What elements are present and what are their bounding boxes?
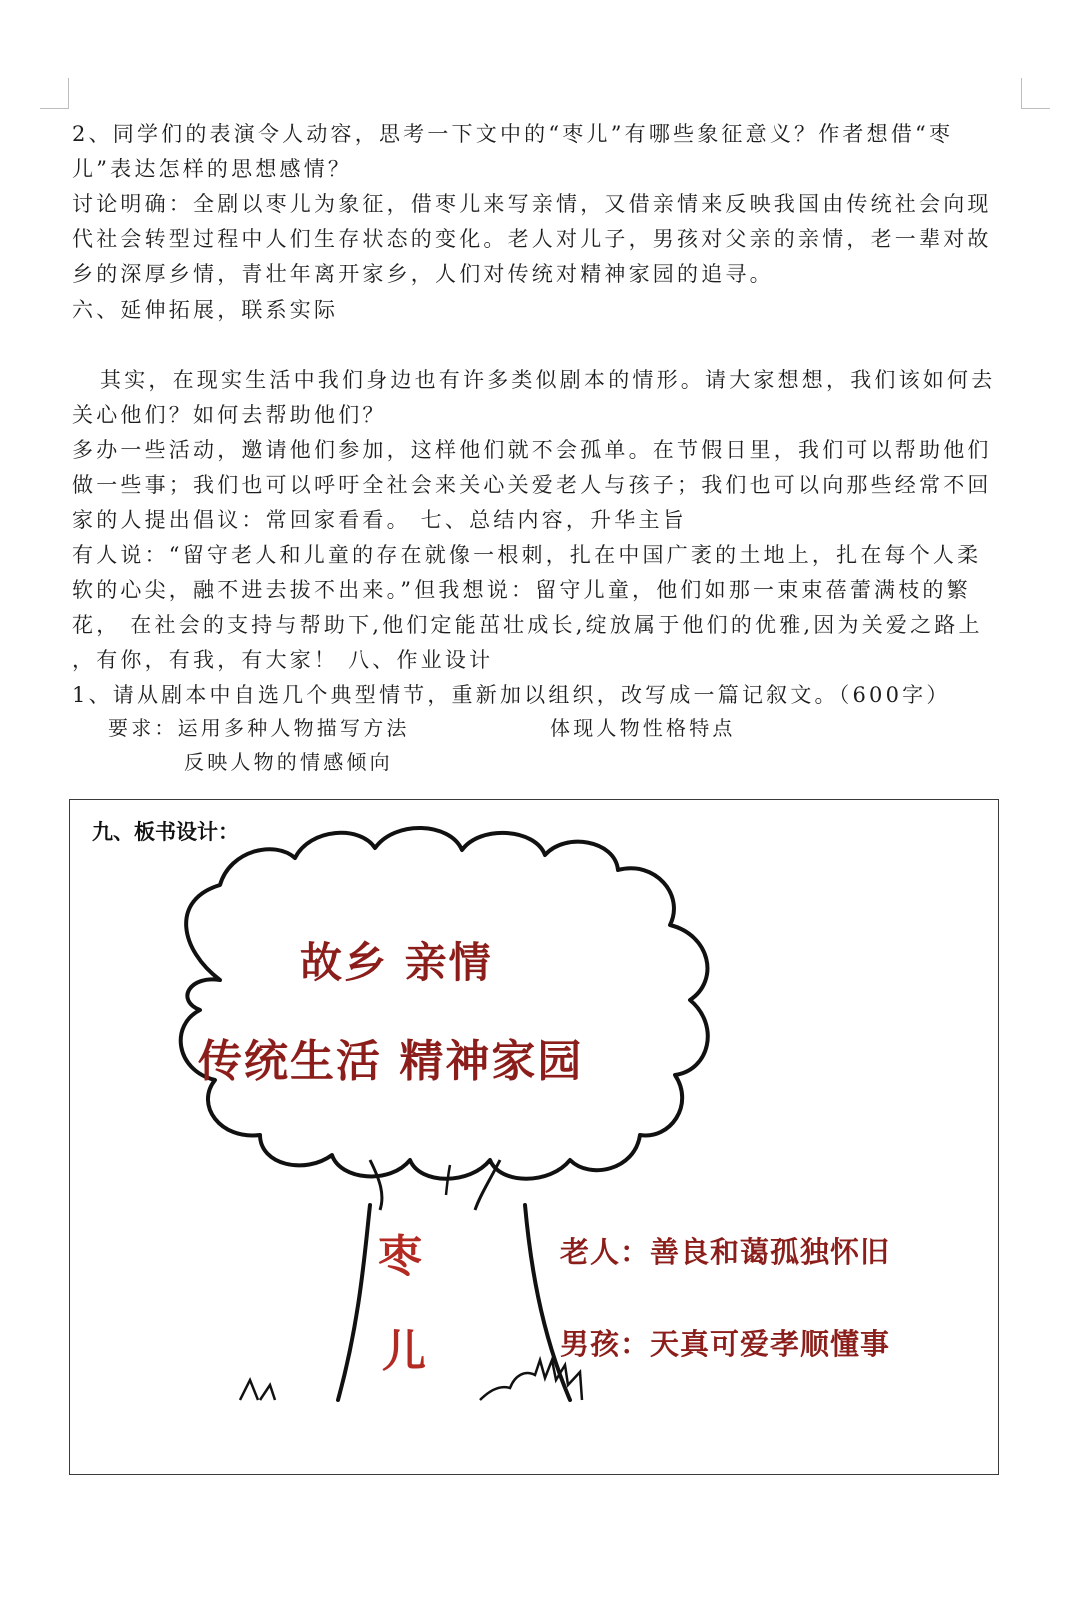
text-line: 1、请从剧本中自选几个典型情节，重新加以组织，改写成一篇记叙文。（600字）	[72, 683, 951, 707]
text-line: 乡的深厚乡情，青壮年离开家乡，人们对传统对精神家园的追寻。	[72, 262, 774, 286]
text-line: 儿”表达怎样的思想感情？	[72, 157, 353, 181]
text-line: 多办一些活动，邀请他们参加，这样他们就不会孤单。在节假日里，我们可以帮助他们	[72, 438, 992, 462]
text-line: 软的心尖，融不进去拔不出来。”但我想说：留守儿童，他们如那一束束蓓蕾满枝的繁	[72, 578, 971, 602]
text-line: 做一些事；我们也可以呼吁全社会来关心关爱老人与孩子；我们也可以向那些经常不回	[72, 473, 992, 497]
text-line: 其实，在现实生活中我们身边也有许多类似剧本的情形。请大家想想，我们该如何去	[100, 368, 996, 392]
text-line: 花， 在社会的支持与帮助下,他们定能茁壮成长,绽放属于他们的优雅,因为关爱之路上	[72, 613, 983, 637]
text-line: 代社会转型过程中人们生存状态的变化。老人对儿子，男孩对父亲的亲情，老一辈对故	[72, 227, 992, 251]
trunk-char-er: 儿	[382, 1326, 426, 1377]
tree-drawing	[70, 800, 998, 1474]
grass-left	[240, 1380, 275, 1400]
tree-crown-outline	[181, 828, 708, 1179]
text-line: 讨论明确：全剧以枣儿为象征，借枣儿来写亲情，又借亲情来反映我国由传统社会向现	[72, 192, 992, 216]
board-keyword-line1: 故乡 亲情	[300, 938, 493, 987]
page-corner-mark-right	[1021, 78, 1050, 109]
requirement-line: 反映人物的情感倾向	[184, 750, 393, 774]
section-heading: 六、延伸拓展，联系实际	[72, 298, 339, 322]
requirement-line: 要求：运用多种人物描写方法	[108, 716, 410, 740]
text-line: 关心他们？如何去帮助他们？	[72, 403, 387, 427]
text-line: 家的人提出倡议：常回家看看。 七、总结内容，升华主旨	[72, 508, 687, 532]
trunk-char-zao: 枣	[378, 1231, 422, 1282]
board-title: 九、板书设计：	[92, 820, 239, 844]
text-line: ，有你，有我，有大家！ 八、作业设计	[72, 648, 494, 672]
board-keyword-line2: 传统生活 精神家园	[198, 1036, 584, 1087]
trait-boy: 男孩：天真可爱孝顺懂事	[560, 1327, 891, 1361]
trait-old-man: 老人：善良和蔼孤独怀旧	[560, 1235, 891, 1269]
text-line: 有人说：“留守老人和儿童的存在就像一根刺，扎在中国广袤的土地上，扎在每个人柔	[72, 543, 982, 567]
requirement-line: 体现人物性格特点	[550, 716, 736, 740]
text-line: 2、同学们的表演令人动容，思考一下文中的“枣儿”有哪些象征意义？作者想借“枣	[72, 122, 954, 146]
blackboard-design	[69, 799, 999, 1475]
page-corner-mark-left	[40, 78, 69, 109]
